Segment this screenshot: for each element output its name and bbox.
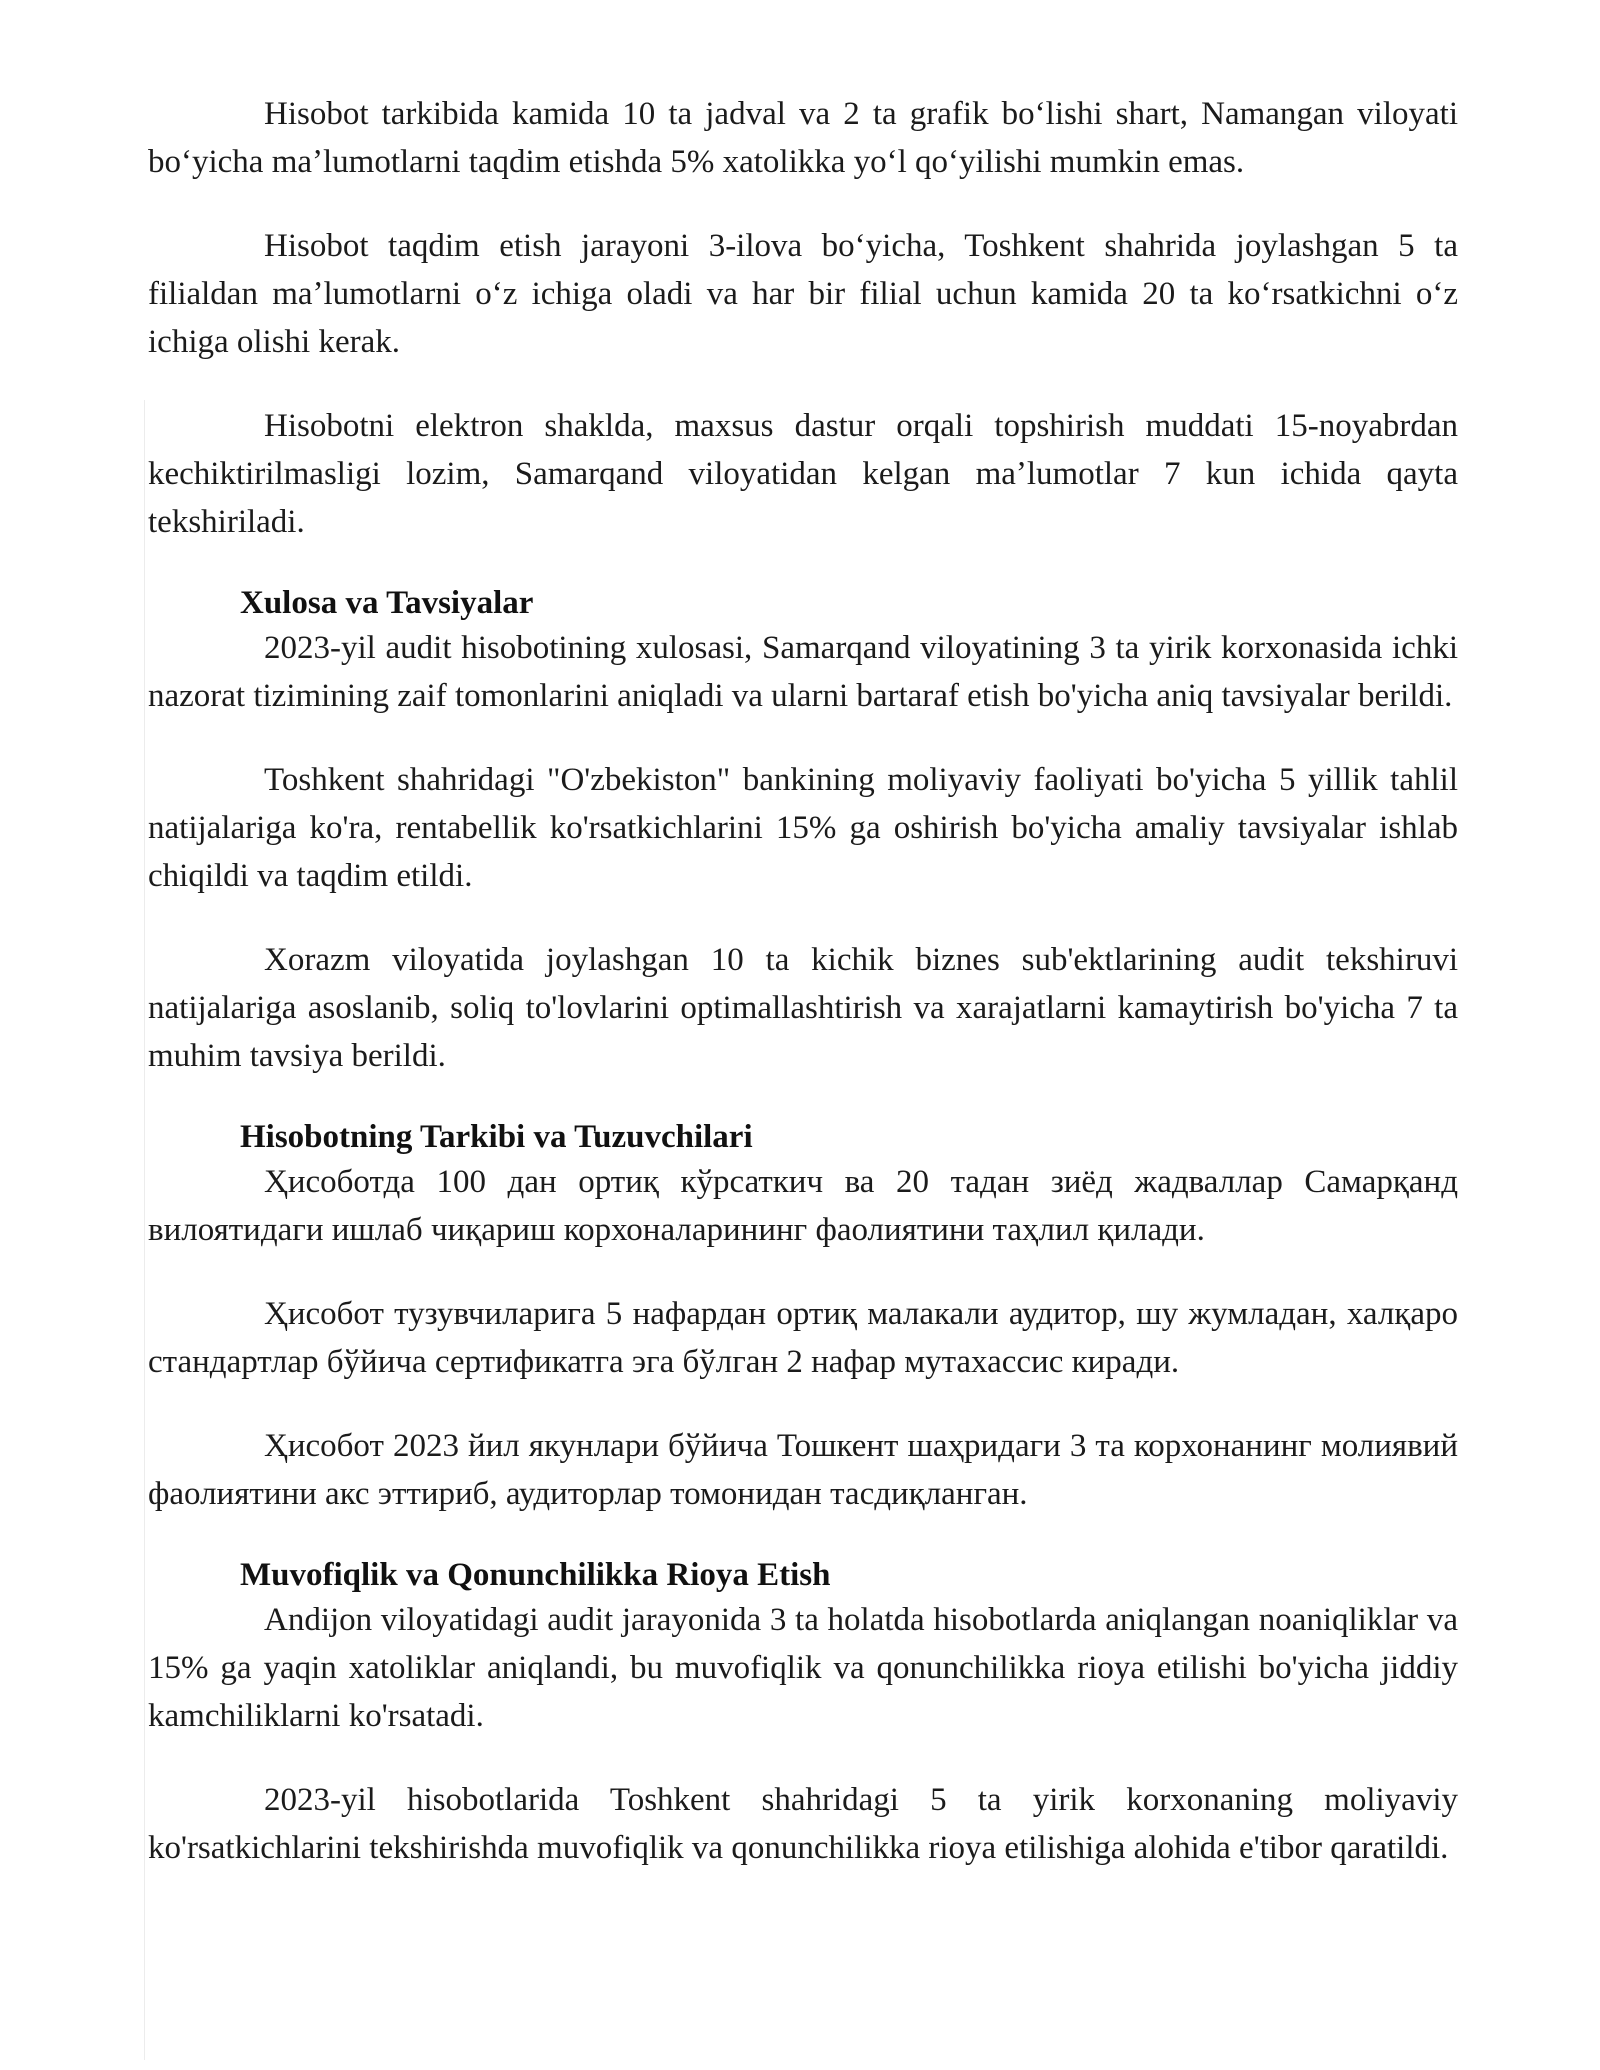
- paragraph: Toshkent shahridagi "O'zbekiston" bankining moliyaviy faoliyati bo'yicha 5 yillik tahlil natijalariga ko'ra, rentabellik ko'rsatkichlarini 15% ga oshirish bo'yicha amaliy tavsiyalar ishlab chiqildi va taqdim etildi.: [148, 762, 1458, 894]
- intro-section: [148, 90, 1458, 546]
- paragraph: Hisobot tarkibida kamida 10 ta jadval va 2 ta grafik boʻlishi shart, Namangan viloyati boʻyicha maʼlumotlarni taqdim etishda 5% xatolikka yoʻl qoʻyilishi mumkin emas.: [148, 96, 1458, 180]
- paragraph: Hisobotni elektron shaklda, maxsus dastur orqali topshirish muddati 15-noyabrdan kechiktirilmasligi lozim, Samarqand viloyatidan kelgan maʼlumotlar 7 kun ichida qayta tekshiriladi.: [148, 408, 1458, 540]
- paragraph: 2023-yil hisobotlarida Toshkent shahridagi 5 ta yirik korxonaning moliyaviy ko'rsatkichlarini tekshirishda muvofiqlik va qonunchilikka rioya etilishiga alohida e'tibor qaratildi.: [148, 1782, 1458, 1866]
- document-body: [148, 90, 1458, 1908]
- section-conclusions: [148, 582, 1458, 1080]
- paragraph: Ҳисобот 2023 йил якунлари бўйича Тошкент шаҳридаги 3 та корхонанинг молиявий фаолиятини акс эттириб, аудиторлар томонидан тасдиқланган.: [148, 1428, 1458, 1512]
- paragraph: 2023-yil audit hisobotining xulosasi, Samarqand viloyatining 3 ta yirik korxonasida ichki nazorat tizimining zaif tomonlarini aniqladi va ularni bartaraf etish bo'yicha aniq tavsiyalar berildi.: [148, 630, 1458, 714]
- section-compliance: [148, 1554, 1458, 1872]
- section-structure: [148, 1116, 1458, 1518]
- paragraph: Ҳисобот тузувчиларига 5 нафардан ортиқ малакали аудитор, шу жумладан, халқаро стандартлар бўйича сертификатга эга бўлган 2 нафар мутахассис киради.: [148, 1296, 1458, 1380]
- paragraph: Andijon viloyatidagi audit jarayonida 3 ta holatda hisobotlarda aniqlangan noaniqliklar va 15% ga yaqin xatoliklar aniqlandi, bu muvofiqlik va qonunchilikka rioya etilishi bo'yicha jiddiy kamchiliklarni ko'rsatadi.: [148, 1602, 1458, 1734]
- paragraph: Ҳисоботда 100 дан ортиқ кўрсаткич ва 20 тадан зиёд жадваллар Самарқанд вилоятидаги ишлаб чиқариш корхоналарининг фаолиятини таҳлил қилади.: [148, 1164, 1458, 1248]
- paragraph: Xorazm viloyatida joylashgan 10 ta kichik biznes sub'ektlarining audit tekshiruvi natijalariga asoslanib, soliq to'lovlarini optimallashtirish va xarajatlarni kamaytirish bo'yicha 7 ta muhim tavsiya berildi.: [148, 942, 1458, 1074]
- page-edge-divider: [144, 400, 145, 2060]
- section-heading: Xulosa va Tavsiyalar: [240, 585, 534, 621]
- paragraph: Hisobot taqdim etish jarayoni 3-ilova boʻyicha, Toshkent shahrida joylashgan 5 ta filialdan maʼlumotlarni oʻz ichiga oladi va har bir filial uchun kamida 20 ta koʻrsatkichni oʻz ichiga olishi kerak.: [148, 228, 1458, 360]
- section-heading: Hisobotning Tarkibi va Tuzuvchilari: [240, 1119, 753, 1155]
- section-heading: Muvofiqlik va Qonunchilikka Rioya Etish: [240, 1557, 831, 1593]
